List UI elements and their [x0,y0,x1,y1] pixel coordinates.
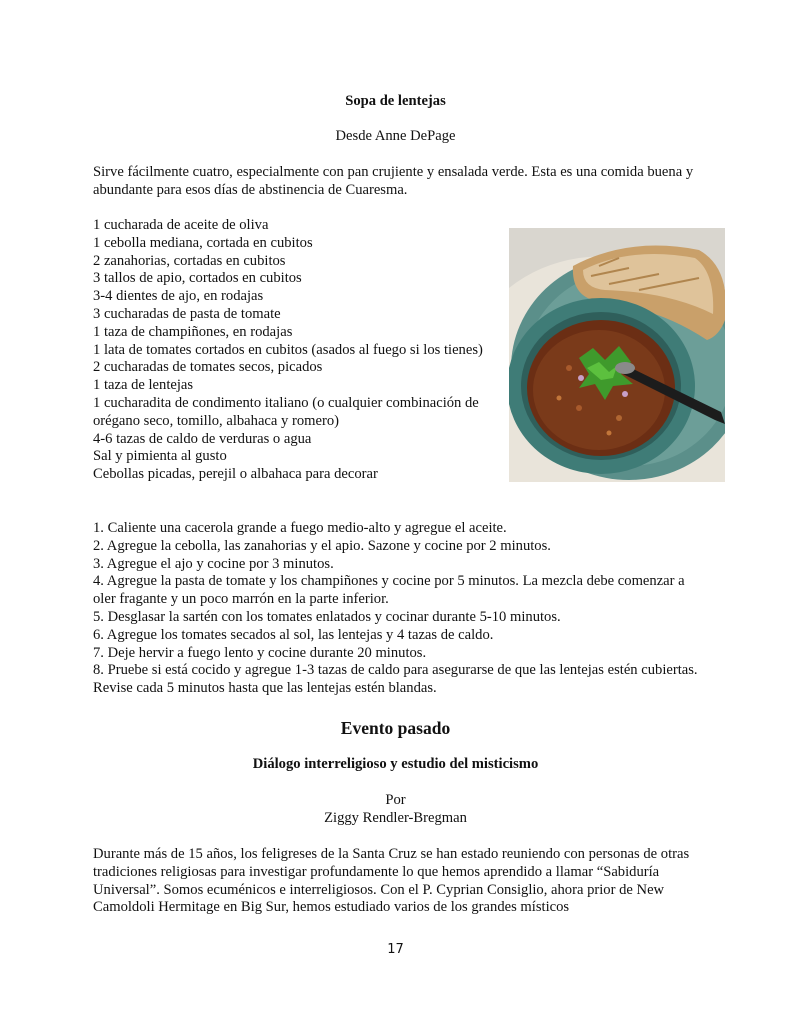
lentil [607,431,612,436]
instruction-list [93,520,705,698]
ingredient-item: 4-6 tazas de caldo de verduras o agua [93,430,312,447]
recipe-title: Sopa de lentejas [345,93,446,109]
ingredient-item: 3-4 dientes de ajo, en rodajas [93,288,264,305]
lentil [576,405,582,411]
instruction-step: 4. Agregue la pasta de tomate y los champiñones y cocine por 5 minutos. La mezcla debe comenzar a oler fragante y un poco marrón en la parte inferior. [93,573,685,608]
instruction-step: 6. Agregue los tomates secados al sol, las lentejas y 4 tazas de caldo. [93,626,494,643]
ingredient-list [93,217,503,484]
lentil [557,396,562,401]
event-title: Diálogo interreligioso y estudio del misticismo [252,756,539,772]
lentil-soup-photo [509,228,725,482]
onion-piece [622,391,628,397]
instruction-step: 7. Deje hervir a fuego lento y cocine durante 20 minutos. [93,644,427,661]
recipe-author: Desde Anne DePage [335,128,456,144]
ingredient-item: Sal y pimienta al gusto [93,448,227,465]
event-body: Durante más de 15 años, los feligreses de la Santa Cruz se han estado reuniendo con personas de otras tradiciones religiosas para investigar profundamente lo que hemos aprendido a llamar “Sabiduría Universal”. Somos ecuménicos e interreligiosos. Con el P. Cyprian Consiglio, ahora prior de New Camoldoli Hermitage en Big Sur, hemos estudiado varios de los grandes místicos [93,846,690,916]
ingredient-item: 1 cucharadita de condimento italiano (o cualquier combinación de orégano seco, tomillo, albahaca y romero) [93,394,479,429]
ingredient-item: 3 cucharadas de pasta de tomate [93,305,281,322]
instruction-step: 3. Agregue el ajo y cocine por 3 minutos. [93,555,334,572]
ingredient-item: 2 zanahorias, cortadas en cubitos [93,252,286,269]
ingredient-item: 1 taza de champiñones, en rodajas [93,323,293,340]
ingredient-item: 1 taza de lentejas [93,377,194,394]
instruction-step: 8. Pruebe si está cocido y agregue 1-3 tazas de caldo para asegurarse de que las lentejas estén cubiertas. Revise cada 5 minutos hasta que las lentejas estén blandas. [93,662,698,697]
lentil [616,415,622,421]
instruction-step: 2. Agregue la cebolla, las zanahorias y el apio. Sazone y cocine por 2 minutos. [93,537,551,554]
lentil [566,365,572,371]
ingredient-item: 2 cucharadas de tomates secos, picados [93,359,323,376]
page-number: 17 [387,942,404,957]
recipe-intro: Sirve fácilmente cuatro, especialmente con pan crujiente y ensalada verde. Esta es una comida buena y abundante para esos días de abstinencia de Cuaresma. [93,164,694,198]
onion-piece [578,375,584,381]
byline-label: Por [385,792,406,808]
ingredient-item: 1 cucharada de aceite de oliva [93,217,269,233]
instruction-step: 5. Desglasar la sartén con los tomates enlatados y cocinar durante 5-10 minutos. [93,608,561,625]
section-heading: Evento pasado [340,718,451,738]
instruction-step: 1. Caliente una cacerola grande a fuego medio-alto y agregue el aceite. [93,520,507,536]
ingredient-item: 1 lata de tomates cortados en cubitos (asados al fuego si los tienes) [93,341,483,358]
ingredient-item: 3 tallos de apio, cortados en cubitos [93,270,302,287]
ingredient-item: Cebollas picadas, perejil o albahaca para decorar [93,466,378,483]
event-author: Ziggy Rendler-Bregman [324,810,467,826]
ingredient-item: 1 cebolla mediana, cortada en cubitos [93,234,313,251]
spoon-bowl [615,362,635,374]
